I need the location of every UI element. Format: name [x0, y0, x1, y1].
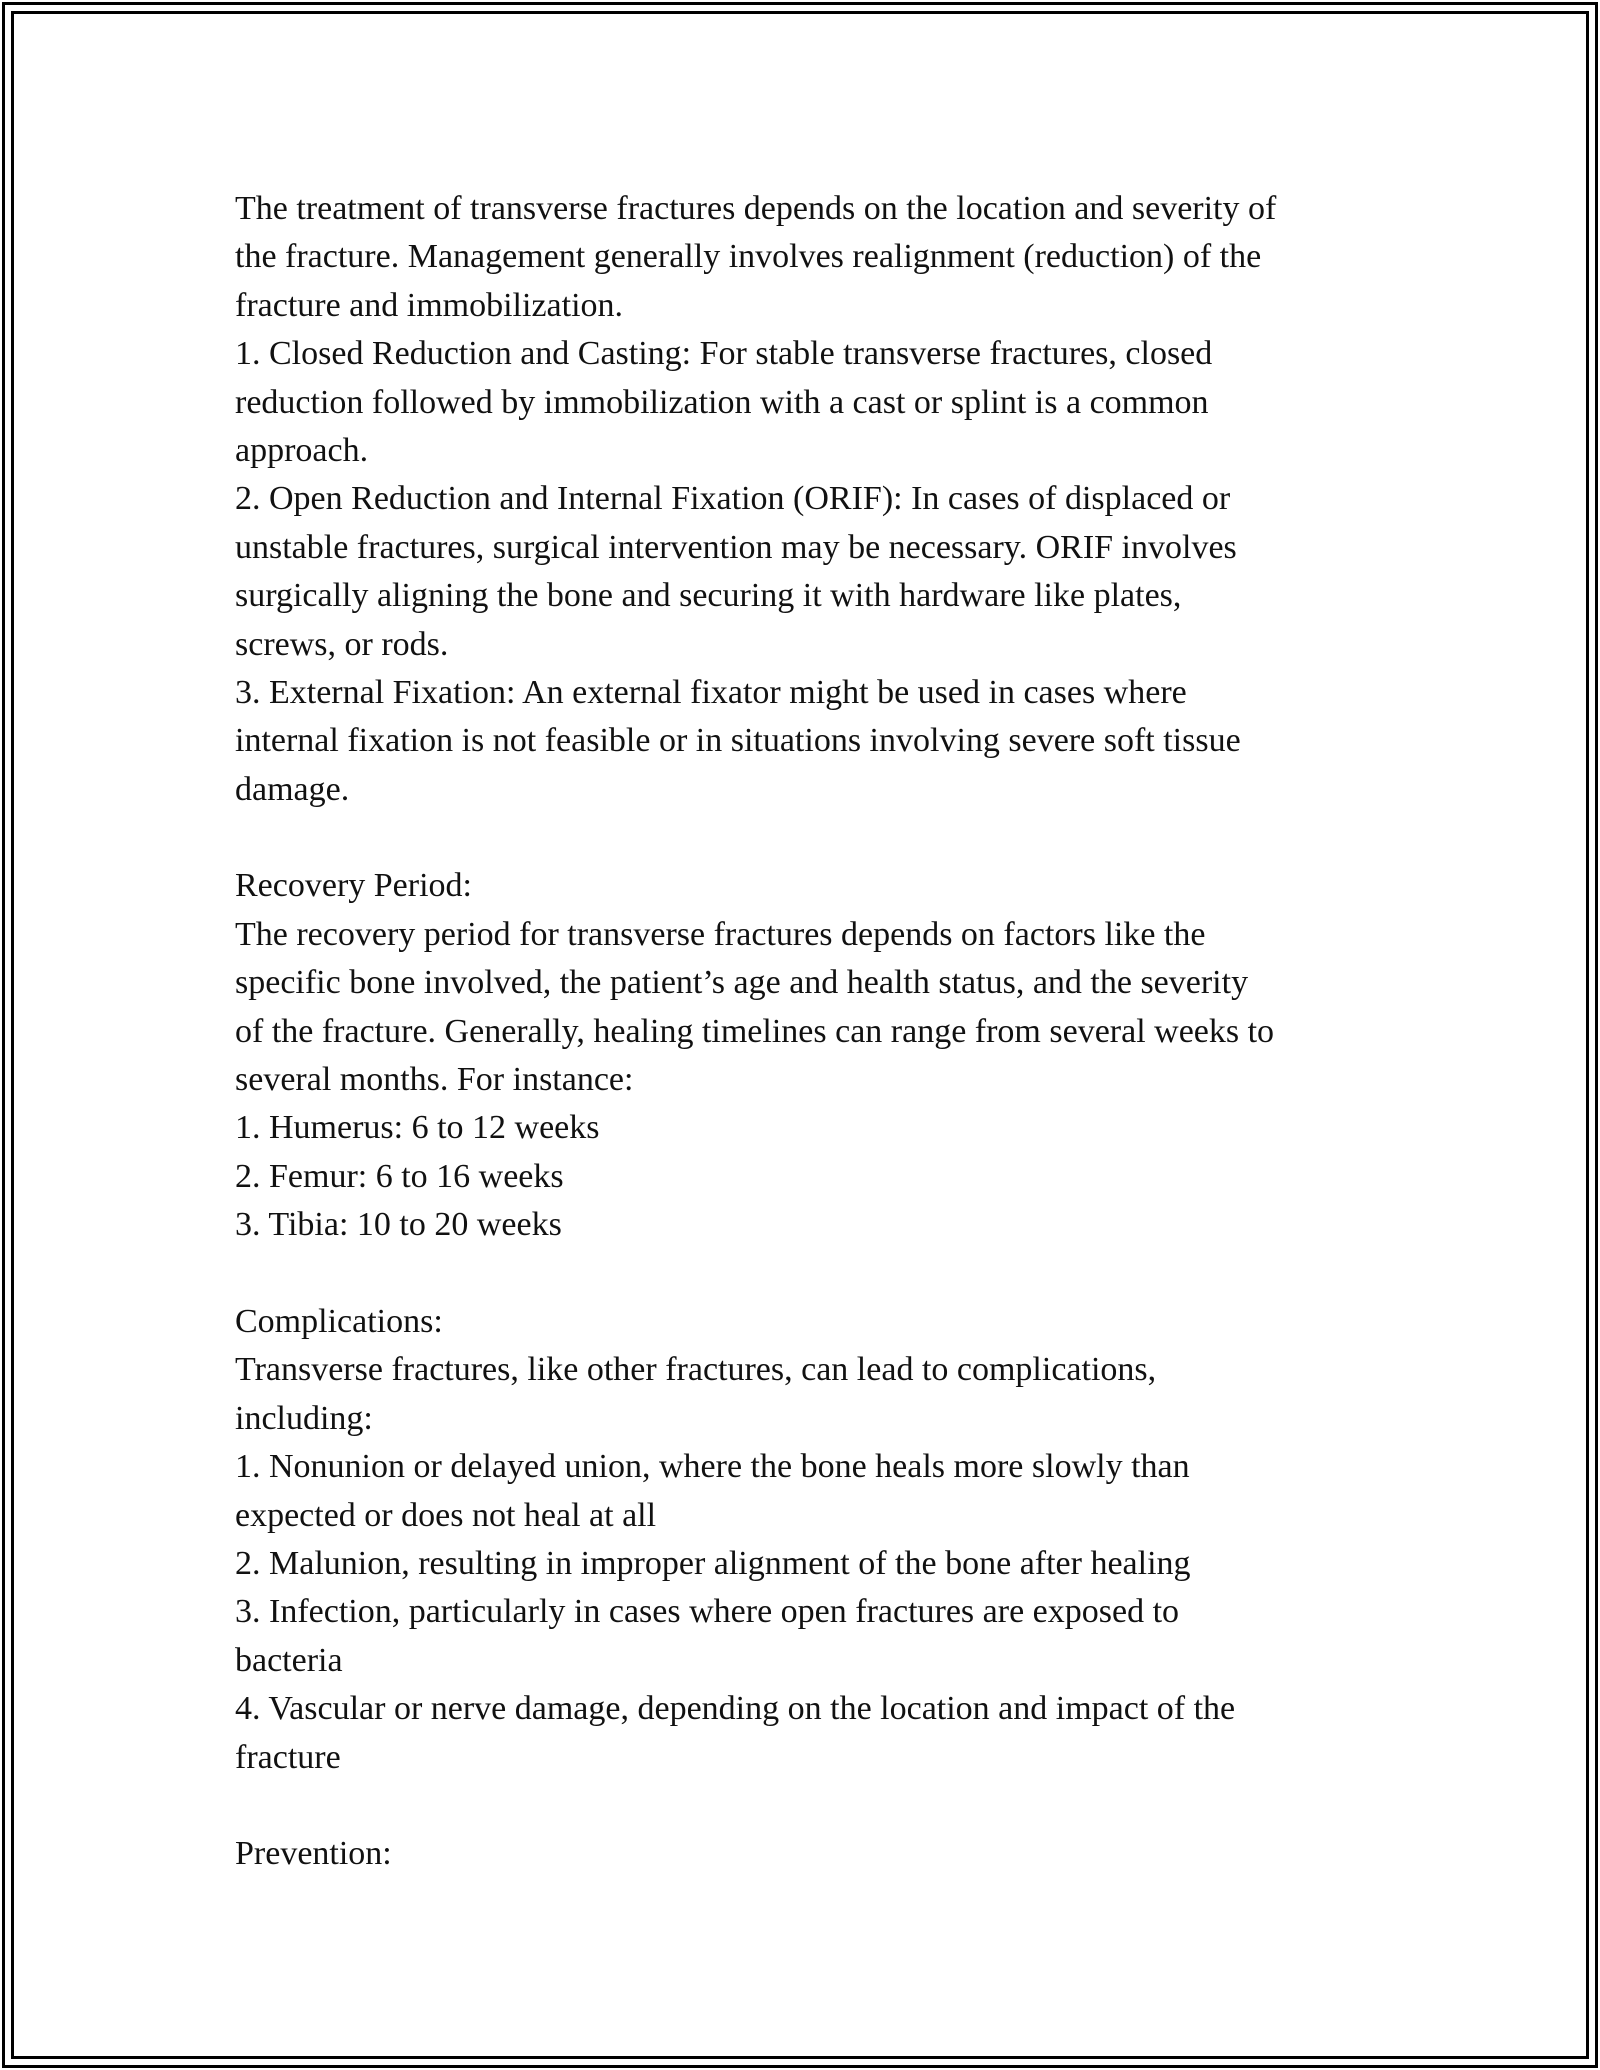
text-line: 2. Open Reduction and Internal Fixation (ORIF): In cases of displaced or — [235, 480, 1231, 518]
text-line: internal fixation is not feasible or in situations involving severe soft tissue — [235, 722, 1241, 760]
document-body — [235, 185, 1375, 1879]
text-line: damage. — [235, 770, 350, 808]
text-line: 1. Closed Reduction and Casting: For stable transverse fractures, closed — [235, 335, 1213, 373]
list-item: 1. Nonunion or delayed union, where the bone heals more slowly than — [235, 1448, 1190, 1486]
section-prevention — [235, 1830, 1375, 1878]
text-line: approach. — [235, 431, 369, 469]
text-line: screws, or rods. — [235, 625, 449, 663]
blank-line — [235, 1250, 1375, 1298]
list-item: 2. Femur: 6 to 16 weeks — [235, 1157, 564, 1195]
section-heading: Complications: — [235, 1302, 443, 1340]
blank-line — [235, 814, 1375, 862]
section-recovery — [235, 862, 1375, 1249]
section-treatment — [235, 185, 1375, 814]
list-item: 3. Infection, particularly in cases where open fractures are exposed to — [235, 1593, 1180, 1631]
text-line: The treatment of transverse fractures depends on the location and severity of — [235, 190, 1277, 227]
list-item: 4. Vascular or nerve damage, depending on the location and impact of the — [235, 1690, 1236, 1728]
text-line: fracture and immobilization. — [235, 286, 624, 324]
text-line: including: — [235, 1399, 373, 1437]
list-item: 2. Malunion, resulting in improper alignment of the bone after healing — [235, 1544, 1191, 1582]
text-line: Transverse fractures, like other fractures, can lead to complications, — [235, 1351, 1157, 1389]
text-line: fracture — [235, 1738, 341, 1776]
text-line: of the fracture. Generally, healing timelines can range from several weeks to — [235, 1012, 1275, 1050]
text-line: the fracture. Management generally involves realignment (reduction) of the — [235, 238, 1262, 276]
text-line: 3. External Fixation: An external fixator might be used in cases where — [235, 673, 1187, 711]
list-item: 3. Tibia: 10 to 20 weeks — [235, 1206, 562, 1244]
section-heading: Prevention: — [235, 1835, 392, 1873]
text-line: specific bone involved, the patient’s age and health status, and the severity — [235, 964, 1249, 1002]
text-line: The recovery period for transverse fractures depends on factors like the — [235, 915, 1206, 953]
text-line: unstable fractures, surgical intervention may be necessary. ORIF involves — [235, 528, 1237, 566]
text-line: expected or does not heal at all — [235, 1496, 657, 1534]
section-complications — [235, 1298, 1375, 1782]
text-line: surgically aligning the bone and securing it with hardware like plates, — [235, 577, 1182, 615]
text-line: several months. For instance: — [235, 1061, 634, 1099]
blank-line — [235, 1782, 1375, 1830]
text-line: bacteria — [235, 1641, 343, 1679]
section-heading: Recovery Period: — [235, 867, 472, 905]
text-line: reduction followed by immobilization with a cast or splint is a common — [235, 383, 1209, 421]
list-item: 1. Humerus: 6 to 12 weeks — [235, 1109, 600, 1147]
